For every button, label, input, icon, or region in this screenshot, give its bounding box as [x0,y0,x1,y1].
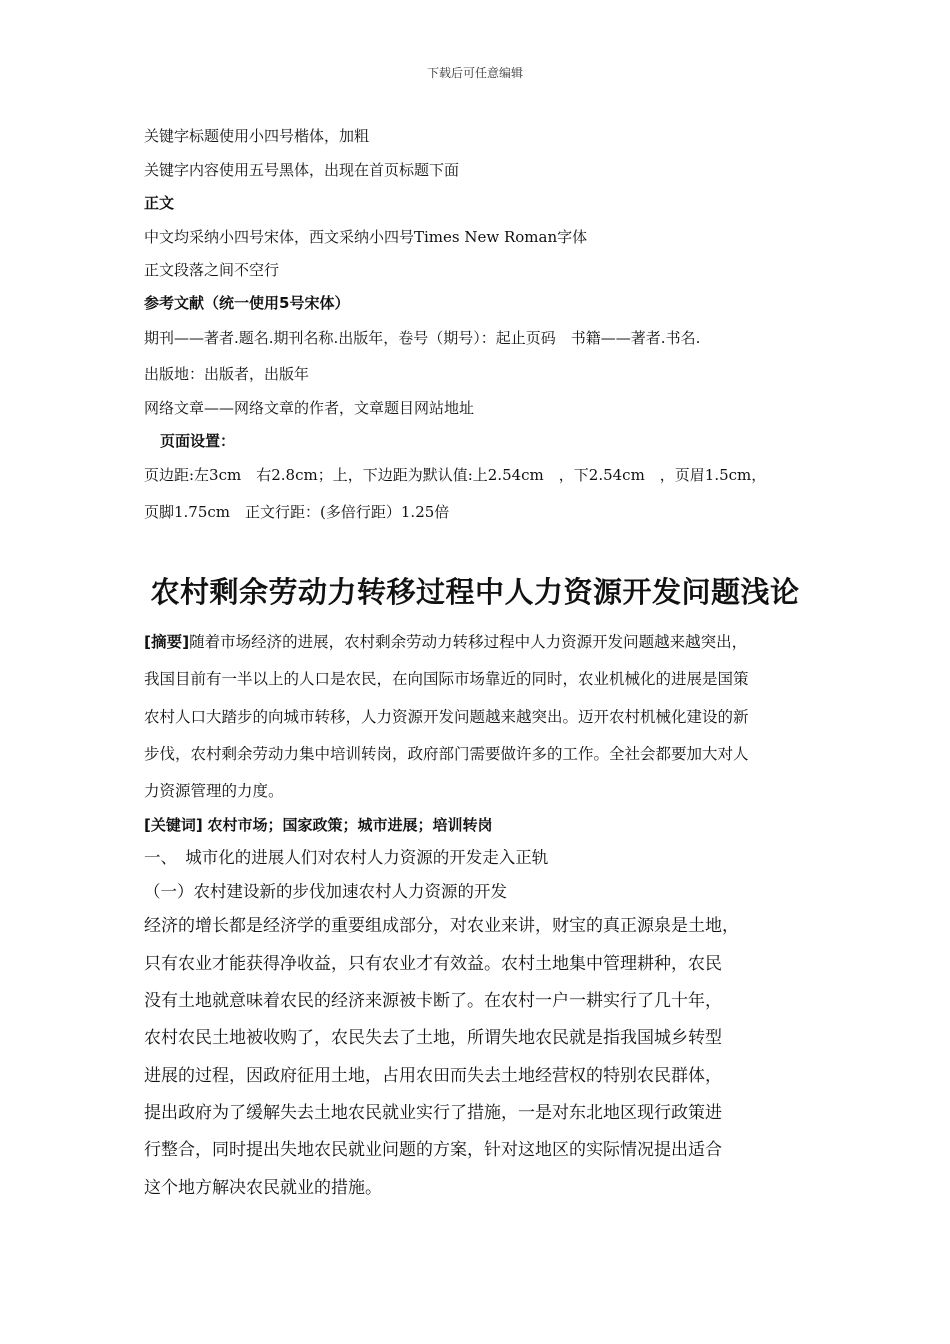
body-line: 这个地方解决农民就业的措施。 [144,1178,382,1198]
body-line: 农村农民土地被收购了，农民失去了土地，所谓失地农民就是指我国城乡转型 [144,1028,722,1048]
format-note-keyword-title: 关键字标题使用小四号楷体，加粗 [144,127,370,145]
format-note-fonts: 中文均采纳小四号宋体，西文采纳小四号Times New Roman字体 [144,228,588,246]
article-title: 农村剩余劳动力转移过程中人力资源开发问题浅论 [150,575,800,609]
abstract-line-1 [144,632,747,652]
body-line: 只有农业才能获得净收益，只有农业才有效益。农村土地集中管理耕种，农民 [144,954,722,974]
format-note-margins: 页边距:左3cm 右2.8cm；上，下边距为默认值:上2.54cm ，下2.54cm ，页眉1.5cm， [144,466,767,484]
abstract-label: [摘要] [144,633,190,651]
body-line: 进展的过程，因政府征用土地，占用农田而失去土地经营权的特别农民群体， [144,1066,722,1086]
format-note-paragraph-spacing: 正文段落之间不空行 [144,261,280,279]
abstract-line: 力资源管理的力度。 [144,782,284,800]
format-note-reference-publisher: 出版地：出版者，出版年 [144,365,310,383]
keywords-text: 农村市场；国家政策；城市进展；培训转岗 [207,816,493,834]
body-line: 行整合，同时提出失地农民就业问题的方案，针对这地区的实际情况提出适合 [144,1140,722,1160]
page-header: 下载后可任意编辑 [426,66,523,80]
format-note-reference-web: 网络文章——网络文章的作者，文章题目网站地址 [144,399,475,417]
abstract-text: 随着市场经济的进展，农村剩余劳动力转移过程中人力资源开发问题越来越突出， [189,633,748,651]
keywords-line [144,815,493,835]
format-note-reference-journal: 期刊——著者.题名.期刊名称.出版年，卷号（期号）：起止页码 书籍——著者.书名. [144,329,701,347]
heading-page-setup: 页面设置： [160,432,236,450]
body-line: 没有土地就意味着农民的经济来源被卡断了。在农村一户一耕实行了几十年， [144,991,722,1011]
abstract-line: 步伐，农村剩余劳动力集中培训转岗，政府部门需要做许多的工作。全社会都要加大对人 [144,745,749,763]
heading-body-text: 正文 [144,194,175,212]
section-heading-1: 一、 城市化的进展人们对农村人力资源的开发走入正轨 [144,848,549,867]
body-line: 经济的增长都是经济学的重要组成部分，对农业来讲，财宝的真正源泉是土地， [144,916,739,936]
subsection-heading-1: （一）农村建设新的步伐加速农村人力资源的开发 [144,882,507,901]
format-note-footer-spacing: 页脚1.75cm 正文行距：(多倍行距）1.25倍 [144,503,450,521]
keywords-label: [关键词] [144,816,203,834]
heading-references: 参考文献（统一使用5号宋体） [144,294,350,312]
abstract-line: 我国目前有一半以上的人口是农民，在向国际市场靠近的同时，农业机械化的进展是国策 [144,670,749,688]
format-note-keyword-content: 关键字内容使用五号黑体，出现在首页标题下面 [144,161,460,179]
body-line: 提出政府为了缓解失去土地农民就业实行了措施，一是对东北地区现行政策进 [144,1103,722,1123]
abstract-line: 农村人口大踏步的向城市转移，人力资源开发问题越来越突出。迈开农村机械化建设的新 [144,708,749,726]
